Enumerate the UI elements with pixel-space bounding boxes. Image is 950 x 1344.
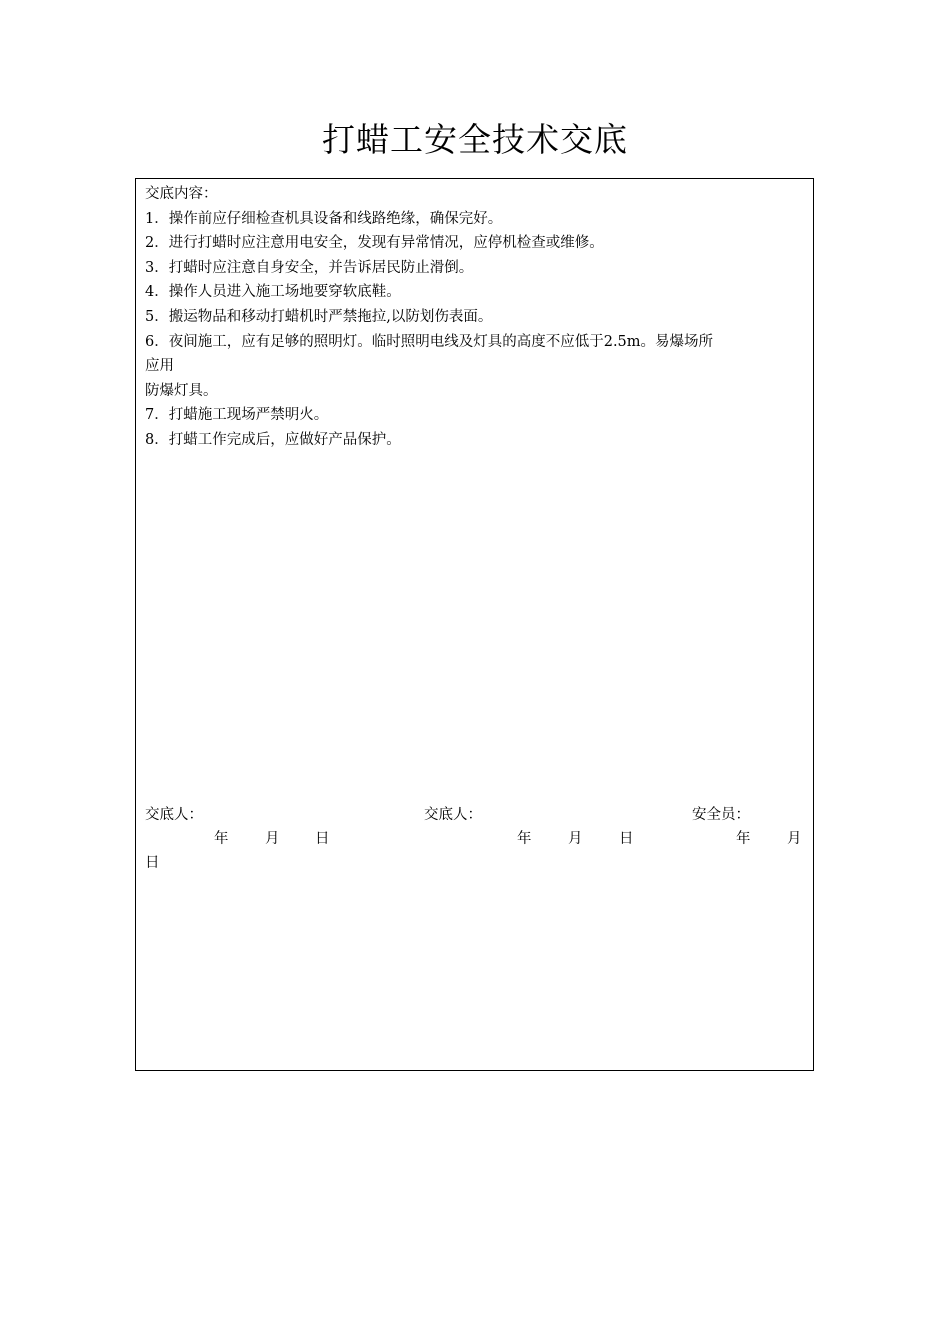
discloser-label: 交底人：	[145, 807, 203, 823]
safety-officer-label: 安全员：	[692, 807, 750, 823]
date-month-1: 月	[265, 831, 280, 847]
date-year-2: 年	[517, 831, 532, 847]
date-day-1: 日	[315, 831, 330, 847]
content-line: 6．夜间施工，应有足够的照明灯。临时照明电线及灯具的高度不应低于2.5m。易爆场所	[145, 333, 714, 350]
receiver-label: 交底人：	[424, 807, 482, 823]
disclosure-content	[145, 182, 807, 453]
content-line: 防爆灯具。	[145, 382, 218, 399]
date-day-2: 日	[619, 831, 634, 847]
content-heading: 交底内容：	[145, 186, 218, 202]
date-year-3: 年	[736, 831, 751, 847]
date-year-1: 年	[214, 831, 229, 847]
content-line: 8．打蜡工作完成后，应做好产品保护。	[145, 431, 401, 448]
content-line: 7．打蜡施工现场严禁明火。	[145, 407, 329, 424]
date-month-2: 月	[568, 831, 583, 847]
signature-dates-row	[136, 827, 815, 851]
content-line: 5．搬运物品和移动打蜡机时严禁拖拉,以防划伤表面。	[145, 308, 493, 325]
content-line: 3．打蜡时应注意自身安全，并告诉居民防止滑倒。	[145, 259, 474, 276]
disclosure-form-box	[135, 178, 814, 1071]
content-line: 2．进行打蜡时应注意用电安全，发现有异常情况，应停机检查或维修。	[145, 235, 604, 252]
content-line: 应用	[145, 358, 174, 375]
date-month-3: 月	[787, 831, 802, 847]
page-title: 打蜡工安全技术交底	[322, 120, 628, 159]
content-line: 1．操作前应仔细检查机具设备和线路绝缘，确保完好。	[145, 210, 503, 227]
content-line: 4．操作人员进入施工场地要穿软底鞋。	[145, 284, 401, 301]
date-day-3: 日	[145, 855, 160, 871]
